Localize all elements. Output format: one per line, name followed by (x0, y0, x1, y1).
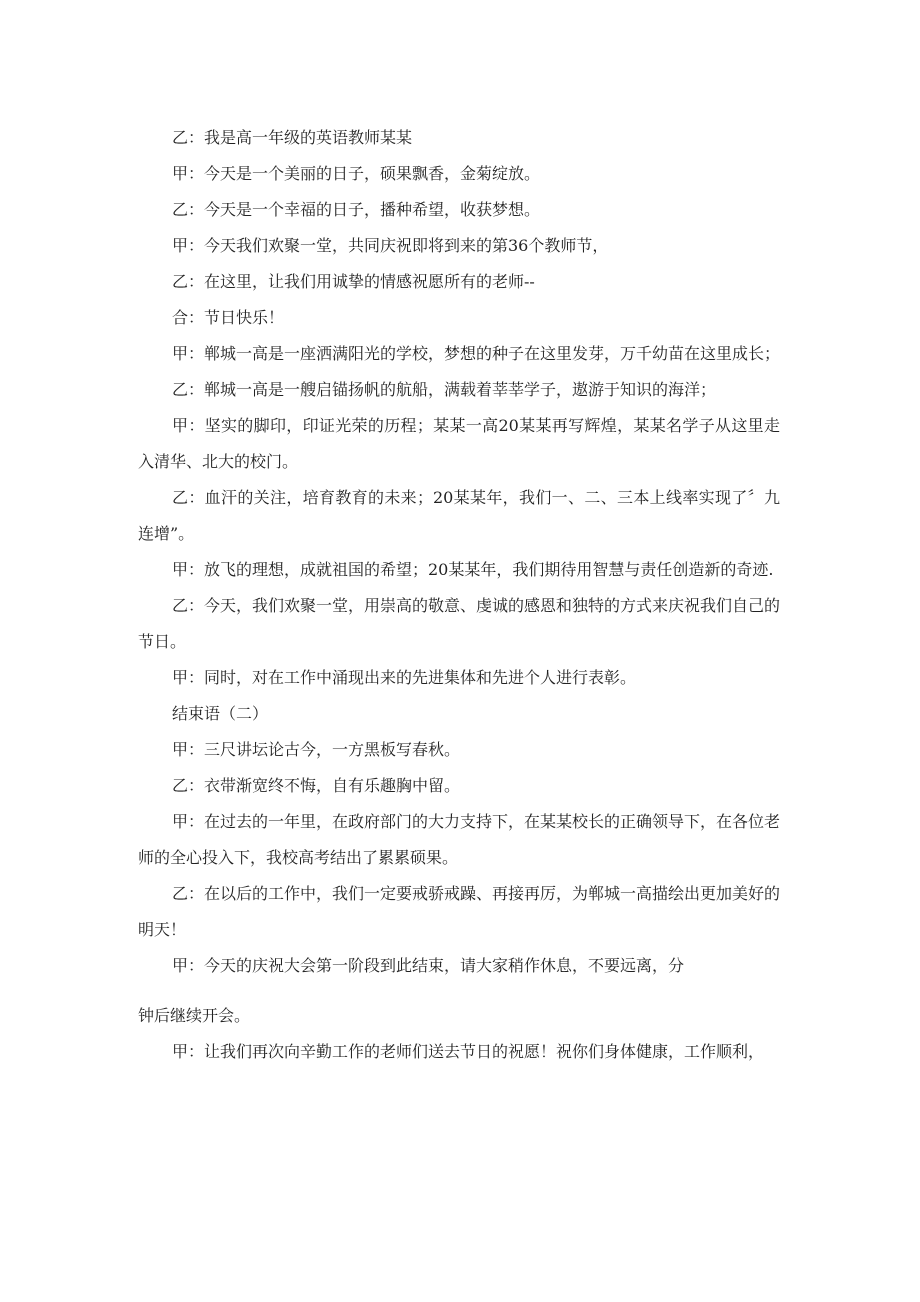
paragraph-12: 乙：今天，我们欢聚一堂，用崇高的敬意、虔诚的感恩和独特的方式来庆祝我们自己的节日。 (138, 596, 781, 651)
section-heading: 结束语（二） (172, 704, 269, 723)
paragraph-18: 乙：在以后的工作中，我们一定要戒骄戒躁、再接再厉，为郸城一高描绘出更加美好的明天！ (138, 884, 781, 939)
paragraph-10: 乙：血汗的关注，培育教育的未来；20某某年，我们一、二、三本上线率实现了〞九连增”。 (138, 488, 780, 543)
paragraph-3: 乙：今天是一个幸福的日子，播种希望，收获梦想。 (172, 200, 541, 219)
paragraph-9: 甲：坚实的脚印，印证光荣的历程；某某一高20某某再写辉煌，某某名学子从这里走入清华、北大的校门。 (138, 416, 780, 471)
paragraph-16: 乙：衣带渐宽终不悔，自有乐趣胸中留。 (172, 776, 461, 795)
paragraph-21: 甲：让我们再次向辛勤工作的老师们送去节日的祝愿！祝你们身体健康，工作顺利， (172, 1042, 765, 1061)
paragraph-17: 甲：在过去的一年里，在政府部门的大力支持下，在某某校长的正确领导下，在各位老师的全心投入下，我校高考结出了累累硕果。 (138, 812, 781, 867)
paragraph-6: 合：节日快乐！ (172, 308, 285, 327)
paragraph-7: 甲：郸城一高是一座洒满阳光的学校，梦想的种子在这里发芽，万千幼苗在这里成长； (172, 344, 781, 363)
paragraph-13: 甲：同时，对在工作中涌现出来的先进集体和先进个人进行表彰。 (172, 668, 637, 687)
paragraph-5: 乙：在这里，让我们用诚挚的情感祝愿所有的老师-- (172, 272, 535, 291)
paragraph-19: 甲：今天的庆祝大会第一阶段到此结束，请大家稍作休息，不要远离，分 (172, 956, 685, 975)
paragraph-8: 乙：郸城一高是一艘启锚扬帆的航船，满载着莘莘学子，遨游于知识的海洋； (172, 380, 717, 399)
paragraph-15: 甲：三尺讲坛论古今，一方黑板写春秋。 (172, 740, 461, 759)
paragraph-1: 乙：我是高一年级的英语教师某某 (172, 128, 413, 147)
paragraph-2: 甲：今天是一个美丽的日子，硕果飘香，金菊绽放。 (172, 164, 541, 183)
paragraph-4: 甲：今天我们欢聚一堂，共同庆祝即将到来的第36个教师节， (172, 236, 609, 255)
paragraph-11: 甲：放飞的理想，成就祖国的希望；20某某年，我们期待用智慧与责任创造新的奇迹. (172, 560, 774, 579)
document-body (138, 120, 780, 1070)
paragraph-20: 钟后继续开会。 (138, 1006, 251, 1025)
